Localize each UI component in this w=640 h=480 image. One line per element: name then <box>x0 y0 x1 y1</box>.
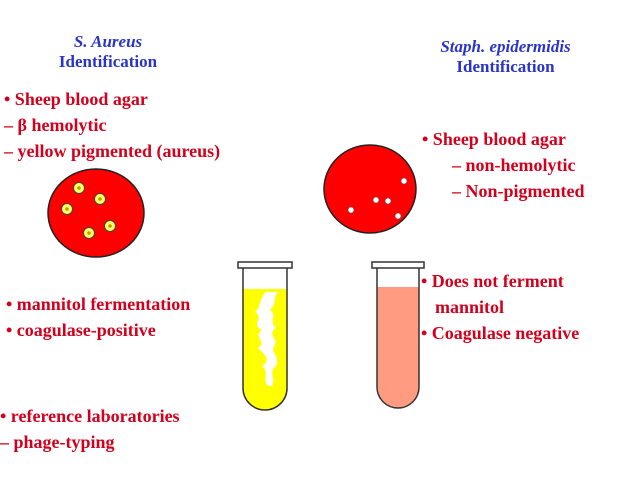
aureus-colony <box>74 183 85 194</box>
epidermidis-colony <box>373 197 379 203</box>
epidermidis-species-name: Staph. epidermidis <box>440 37 571 56</box>
aureus-agar-line-3: – yellow pigmented (aureus) <box>4 141 221 161</box>
aureus-mannitol-tube <box>238 262 292 410</box>
epidermidis-colony <box>348 207 354 213</box>
aureus-agar-line-1: • Sheep blood agar <box>4 89 148 109</box>
epidermidis-mannitol-tube <box>372 262 424 408</box>
epidermidis-agar-line-1: • Sheep blood agar <box>422 129 566 149</box>
epidermidis-blood-agar-plate <box>324 145 416 233</box>
aureus-colony <box>95 194 106 205</box>
epidermidis-test-mannitol-1: • Does not ferment <box>421 271 564 291</box>
aureus-test-coagulase: • coagulase-positive <box>6 320 156 340</box>
aureus-typing-line-2: – phage-typing <box>0 432 115 452</box>
aureus-colony <box>84 228 95 239</box>
aureus-test-mannitol: • mannitol fermentation <box>6 294 191 314</box>
aureus-colony <box>62 204 73 215</box>
epidermidis-agar-line-2: – non-hemolytic <box>452 155 576 175</box>
aureus-agar-line-2: – β hemolytic <box>4 115 107 135</box>
aureus-blood-agar-plate <box>48 169 144 257</box>
aureus-identification-label: Identification <box>58 52 158 71</box>
aureus-typing-line-1: • reference laboratories <box>0 406 180 426</box>
epidermidis-agar-line-3: – Non-pigmented <box>452 181 585 201</box>
epidermidis-colony <box>385 198 391 204</box>
aureus-colony <box>105 221 116 232</box>
epidermidis-colony <box>395 213 401 219</box>
epidermidis-test-coagulase: • Coagulase negative <box>421 323 580 343</box>
aureus-species-name: S. Aureus <box>73 32 143 51</box>
epidermidis-test-mannitol-2: mannitol <box>435 297 505 317</box>
epidermidis-colony <box>401 178 407 184</box>
epidermidis-identification-label: Identification <box>456 57 555 76</box>
